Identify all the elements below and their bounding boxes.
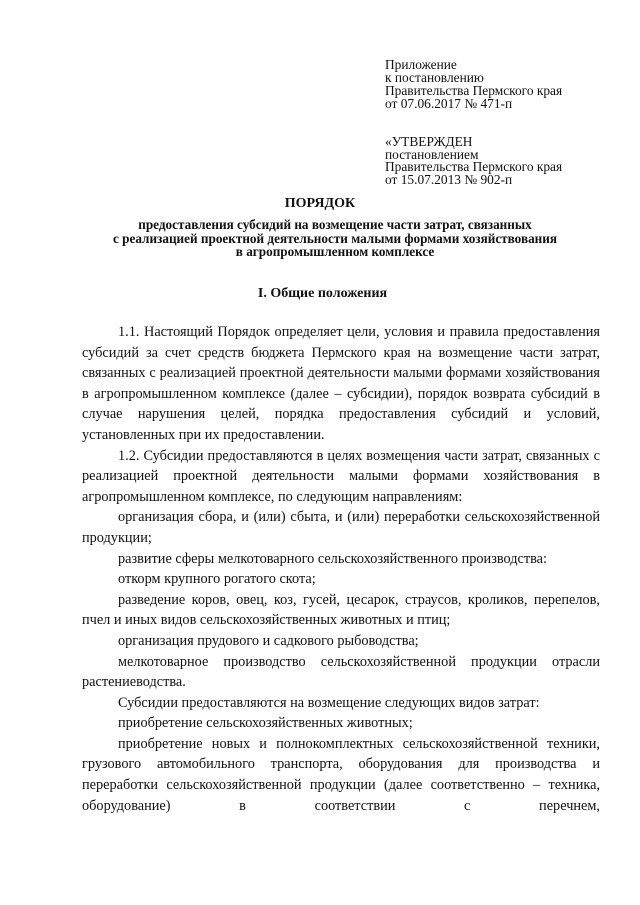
cost-item: приобретение новых и полнокомплектных сельскохозяйственной техники, грузового автомобильного транспорта, оборудования для производства и переработки сельскохозяйственной продукции (далее соответственно – техника, оборудование) в соответствии с перечнем,	[82, 735, 600, 814]
paragraph-1-1: 1.1. Настоящий Порядок определяет цели, условия и правила предоставления субсидий за счет средств бюджета Пермского края на возмещение части затрат, связанных с реализацией проектной деятельности малыми формами хозяйствования в агропромышленном комплексе (далее – субсидии), порядок возврата субсидий в случае нарушения целей, порядка предоставления субсидий и условий, установленных при их предоставлении.	[82, 324, 600, 443]
paragraph-1-2: 1.2. Субсидии предоставляются в целях возмещения части затрат, связанных с реализацией проектной деятельности малыми формами хозяйствования в агропромышленном комплексе, по следующим направлениям:	[82, 447, 600, 505]
approval-note	[385, 136, 562, 186]
appendix-line-1: Приложение	[385, 57, 457, 72]
document-subtitle	[40, 218, 630, 259]
section-heading: I. Общие положения	[257, 286, 388, 301]
subtitle-line-3: в агропромышленном комплексе	[235, 244, 435, 259]
approval-line-3: Правительства Пермского края	[385, 159, 563, 175]
appendix-line-4: от 07.06.2017 № 471-п	[385, 96, 513, 111]
direction-item: развитие сферы мелкотоварного сельскохозяйственного производства:	[118, 550, 547, 567]
cost-item: приобретение сельскохозяйственных животных;	[118, 715, 413, 732]
costs-intro: Субсидии предоставляются на возмещение следующих видов затрат:	[118, 694, 540, 711]
appendix-line-2: к постановлению	[385, 70, 484, 85]
approval-line-2: постановлением	[385, 146, 479, 162]
direction-item: откорм крупного рогатого скота;	[118, 571, 316, 588]
appendix-note	[385, 58, 562, 110]
appendix-line-3: Правительства Пермского края	[385, 83, 563, 98]
approval-line-4: от 15.07.2013 № 902-п	[385, 171, 513, 187]
document-title: ПОРЯДОК	[284, 196, 356, 211]
direction-item: организация прудового и садкового рыбоводства;	[118, 632, 419, 649]
document-body	[82, 322, 600, 816]
direction-item: разведение коров, овец, коз, гусей, цесарок, страусов, кроликов, перепелов, пчел и иных видов сельскохозяйственных животных и птиц;	[82, 591, 600, 629]
subtitle-line-2: с реализацией проектной деятельности малыми формами хозяйствования	[113, 230, 557, 246]
subtitle-line-1: предоставления субсидий на возмещение части затрат, связанных	[138, 217, 532, 232]
direction-item: организация сбора, и (или) сбыта, и (или) переработки сельскохозяйственной продукции;	[82, 509, 600, 546]
direction-item: мелкотоварное производство сельскохозяйственной продукции отрасли растениеводства.	[82, 653, 600, 691]
approval-line-1: «УТВЕРЖДЕН	[385, 134, 473, 149]
